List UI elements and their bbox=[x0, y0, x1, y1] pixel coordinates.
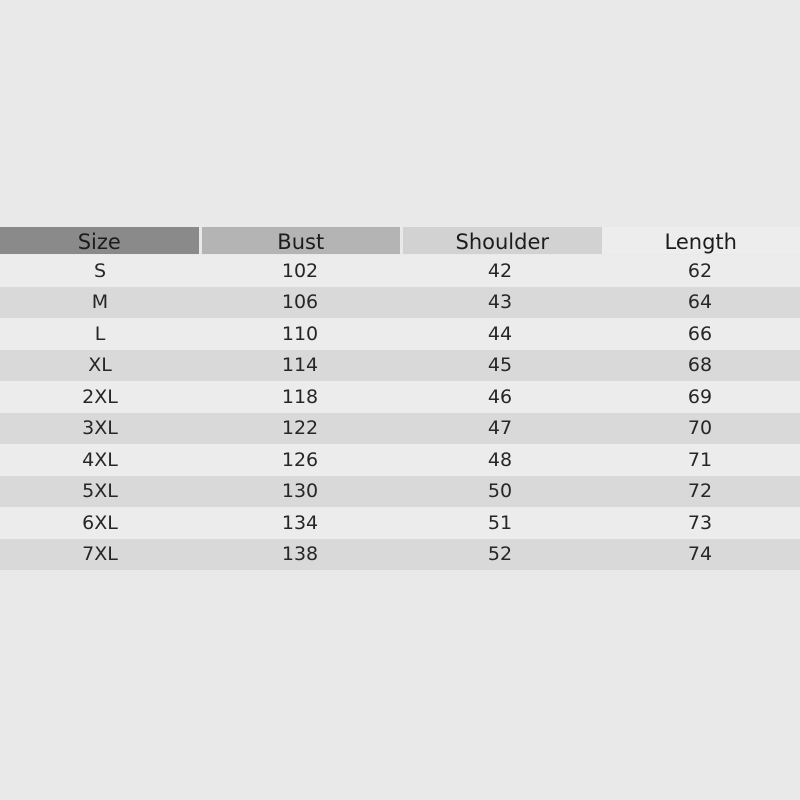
cell-size: 2XL bbox=[82, 385, 118, 408]
cell-size: XL bbox=[88, 354, 112, 377]
cell-shoulder: 51 bbox=[487, 511, 513, 534]
cell-length: 66 bbox=[687, 322, 713, 345]
table-row bbox=[0, 444, 800, 476]
cell-length: 74 bbox=[687, 543, 713, 566]
cell-bust: 110 bbox=[281, 322, 319, 345]
cell-size: 6XL bbox=[82, 511, 118, 534]
cell-size: L bbox=[94, 322, 106, 345]
cell-length: 64 bbox=[687, 291, 713, 314]
cell-length: 72 bbox=[687, 480, 713, 503]
table-body bbox=[0, 255, 800, 570]
cell-bust: 126 bbox=[281, 448, 319, 471]
cell-size: 3XL bbox=[82, 417, 118, 440]
cell-shoulder: 50 bbox=[487, 480, 513, 503]
cell-bust: 102 bbox=[281, 259, 319, 282]
cell-bust: 130 bbox=[281, 480, 319, 503]
table-row bbox=[0, 507, 800, 539]
cell-size: M bbox=[91, 291, 109, 314]
table-row bbox=[0, 287, 800, 319]
cell-bust: 138 bbox=[281, 543, 319, 566]
table-row bbox=[0, 255, 800, 287]
cell-size: 5XL bbox=[82, 480, 118, 503]
cell-size: 4XL bbox=[82, 448, 118, 471]
cell-bust: 114 bbox=[281, 354, 319, 377]
cell-length: 73 bbox=[687, 511, 713, 534]
cell-shoulder: 48 bbox=[487, 448, 513, 471]
cell-shoulder: 47 bbox=[487, 417, 513, 440]
cell-length: 68 bbox=[687, 354, 713, 377]
cell-size: S bbox=[93, 259, 107, 282]
cell-shoulder: 43 bbox=[487, 291, 513, 314]
cell-shoulder: 42 bbox=[487, 259, 513, 282]
header-size: Size bbox=[0, 227, 199, 254]
table-row bbox=[0, 539, 800, 571]
table-row bbox=[0, 413, 800, 445]
cell-shoulder: 46 bbox=[487, 385, 513, 408]
cell-shoulder: 52 bbox=[487, 543, 513, 566]
header-shoulder: Shoulder bbox=[403, 227, 602, 254]
cell-bust: 106 bbox=[281, 291, 319, 314]
cell-length: 62 bbox=[687, 259, 713, 282]
cell-length: 71 bbox=[687, 448, 713, 471]
table-row bbox=[0, 381, 800, 413]
cell-shoulder: 44 bbox=[487, 322, 513, 345]
table-row bbox=[0, 318, 800, 350]
cell-length: 70 bbox=[687, 417, 713, 440]
header-bust: Bust bbox=[202, 227, 401, 254]
cell-bust: 118 bbox=[281, 385, 319, 408]
cell-size: 7XL bbox=[82, 543, 118, 566]
cell-shoulder: 45 bbox=[487, 354, 513, 377]
size-chart-table bbox=[0, 227, 800, 570]
table-header-row bbox=[0, 227, 800, 254]
header-length: Length bbox=[602, 227, 800, 254]
cell-length: 69 bbox=[687, 385, 713, 408]
cell-bust: 122 bbox=[281, 417, 319, 440]
table-row bbox=[0, 350, 800, 382]
table-row bbox=[0, 476, 800, 508]
cell-bust: 134 bbox=[281, 511, 319, 534]
